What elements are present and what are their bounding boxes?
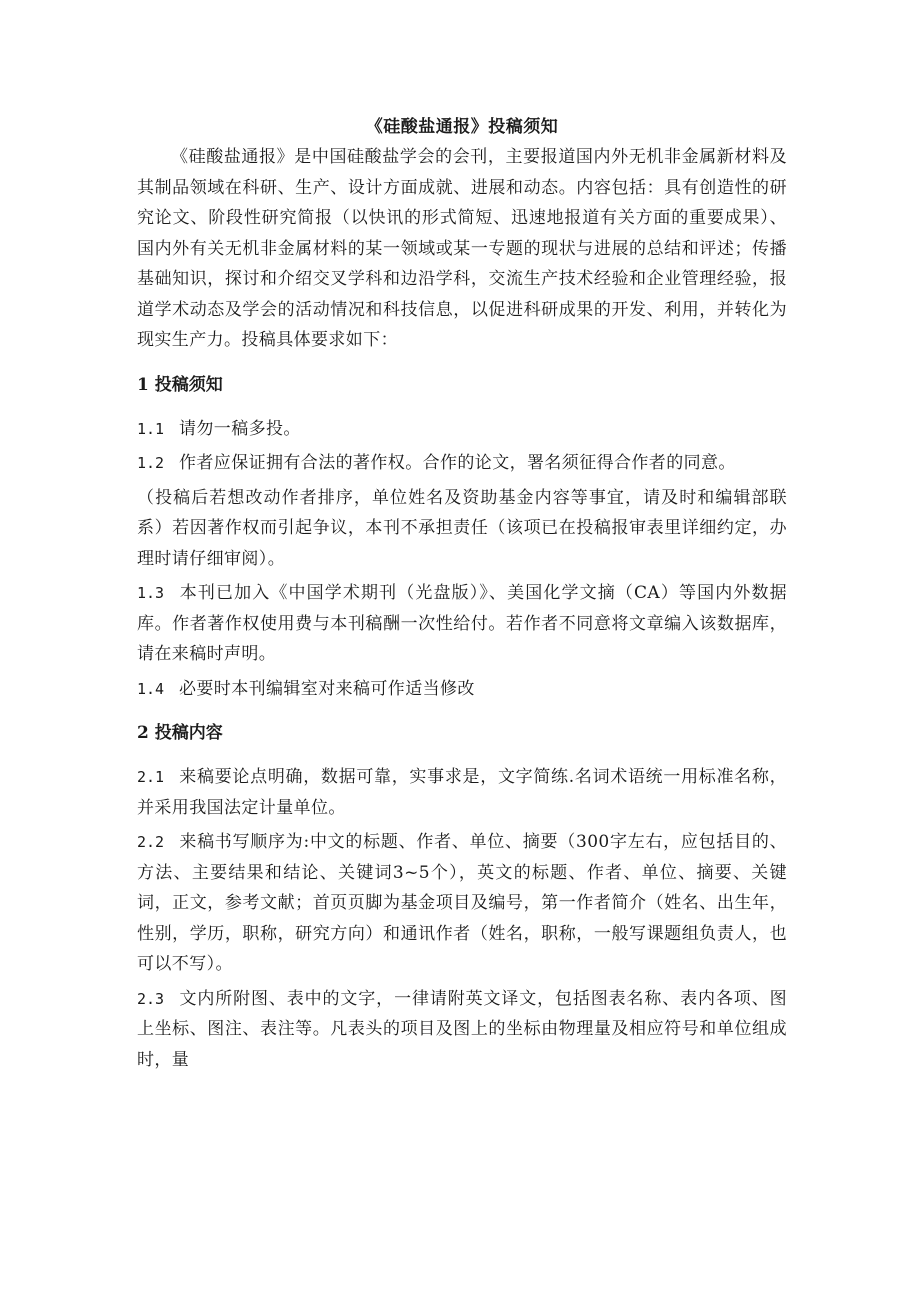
clause-1-3 [137,578,787,670]
clause-1-4 [137,674,787,705]
section-title: 投稿内容 [154,723,223,743]
clause-text: 必要时本刊编辑室对来稿可作适当修改 [179,678,475,699]
clause-1-2-note: （投稿后若想改动作者排序，单位姓名及资助基金内容等事宜，请及时和编辑部联系）若因著作权而引起争议，本刊不承担责任（该项已在投稿报审表里详细约定，办理时请仔细审阅）。 [137,487,787,569]
section-title: 投稿须知 [154,374,223,395]
document-page [137,112,787,1075]
clause-number: 2.2 [137,833,165,851]
section-number: 2 [137,723,149,743]
clause-number: 1.3 [137,584,165,602]
clause-number: 1.1 [137,419,165,438]
clause-number: 1.4 [137,679,165,698]
clause-text: 请勿一稿多投。 [179,418,301,439]
clause-number: 2.1 [137,768,165,786]
clause-text: 文内所附图、表中的文字，一律请附英文译文，包括图表名称、表内各项、图上坐标、图注、表注等。凡表头的项目及图上的坐标由物理量及相应符号和单位组成时，量 [137,988,787,1070]
clause-text: 来稿要论点明确，数据可靠，实事求是，文字简练.名词术语统一用标准名称，并采用我国法定计量单位。 [137,767,787,818]
clause-text: 作者应保证拥有合法的著作权。合作的论文，署名须征得合作者的同意。 [179,453,736,473]
clause-2-3 [137,984,787,1076]
clause-text: 来稿书写顺序为:中文的标题、作者、单位、摘要（300字左右，应包括目的、方法、主要结果和结论、关键词3~5个），英文的标题、作者、单位、摘要、关键词，正文，参考文献；首页页脚为基金项目及编号，第一作者简介（姓名、出生年，性别，学历，职称，研究方向）和通讯作者（姓名，职称，一般写课题组负责人，也可以不写）。 [137,832,787,974]
clause-2-2 [137,827,787,980]
clause-text: 本刊已加入《中国学术期刊（光盘版）》、美国化学文摘（CA）等国内外数据库。作者著作权使用费与本刊稿酬一次性给付。若作者不同意将文章编入该数据库，请在来稿时声明。 [137,583,787,664]
clause-2-1 [137,762,787,823]
clause-number: 2.3 [137,989,165,1008]
clause-1-2 [137,448,787,479]
section-heading-1 [137,370,787,400]
clause-1-1 [137,414,787,445]
section-heading-2 [137,718,787,748]
intro-paragraph: 《硅酸盐通报》是中国硅酸盐学会的会刊，主要报道国内外无机非金属新材料及其制品领域在科研、生产、设计方面成就、进展和动态。内容包括：具有创造性的研究论文、阶段性研究简报（以快讯的形式简短、迅速地报道有关方面的重要成果）、国内外有关无机非金属材料的某一领域或某一专题的现状与进展的总结和评述；传播基础知识，探讨和介绍交叉学科和边沿学科，交流生产技术经验和企业管理经验，报道学术动态及学会的活动情况和科技信息，以促进科研成果的开发、利用，并转化为现实生产力。投稿具体要求如下： [137,147,787,350]
document-title: 《硅酸盐通报》投稿须知 [365,117,559,137]
section-number: 1 [137,374,149,395]
clause-number: 1.2 [137,454,165,472]
